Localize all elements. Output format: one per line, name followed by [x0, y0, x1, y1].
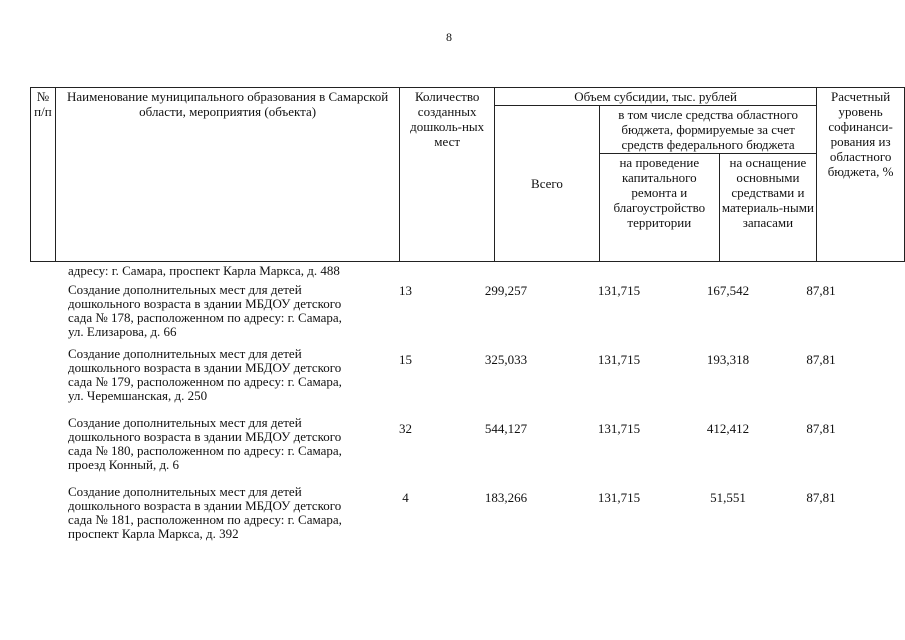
table-header: [30, 87, 905, 262]
row-equipment: 412,412: [706, 421, 750, 436]
row-rate: 87,81: [806, 352, 836, 367]
header-rate: Расчетный уровень софинанси-рования из областного бюджета, %: [817, 88, 905, 262]
row-total: 183,266: [484, 490, 528, 505]
row-continuation: адресу: г. Самара, проспект Карла Маркса, д. 488: [68, 263, 340, 278]
row-rate: 87,81: [806, 421, 836, 436]
row-places: 15: [399, 352, 412, 367]
row-repair: 131,715: [597, 352, 641, 367]
row-name: Создание дополнительных мест для детей дошкольного возраста в здании МБДОУ детского сада № 181, расположенном по адресу: г. Самара, проспект Карла Маркса, д. 392: [68, 484, 342, 541]
table-row: [30, 416, 865, 485]
table-row: [30, 347, 865, 416]
row-repair: 131,715: [597, 283, 641, 298]
table-row: [30, 485, 865, 569]
row-rate: 87,81: [806, 490, 836, 505]
table-row: [30, 264, 865, 278]
row-equipment: 51,551: [710, 490, 746, 505]
table-body: [30, 264, 865, 569]
row-repair: 131,715: [597, 490, 641, 505]
row-repair: 131,715: [597, 421, 641, 436]
header-repair: на проведение капитального ремонта и благоустройство территории: [599, 154, 719, 262]
row-name: Создание дополнительных мест для детей дошкольного возраста в здании МБДОУ детского сада № 179, расположенном по адресу: г. Самара, ул. Черемшанская, д. 250: [68, 346, 342, 403]
row-places: 13: [399, 283, 412, 298]
header-num: № п/п: [31, 88, 56, 262]
row-equipment: 193,318: [706, 352, 750, 367]
row-places: 4: [402, 490, 409, 505]
row-places: 32: [399, 421, 412, 436]
table-row: [30, 278, 865, 347]
row-equipment: 167,542: [706, 283, 750, 298]
row-total: 299,257: [484, 283, 528, 298]
header-equipment: на оснащение основными средствами и материаль-ными запасами: [719, 154, 817, 262]
header-name: Наименование муниципального образования в Самарской области, мероприятия (объекта): [55, 88, 399, 262]
header-places: Количество созданных дошколь-ных мест: [400, 88, 495, 262]
header-federal-incl: в том числе средства областного бюджета, формируемые за счет средств федерального бюджета: [599, 106, 816, 154]
row-total: 325,033: [484, 352, 528, 367]
header-total: Всего: [494, 106, 599, 262]
page-number: 8: [446, 30, 452, 44]
header-subsidy: Объем субсидии, тыс. рублей: [494, 88, 816, 106]
row-name: Создание дополнительных мест для детей дошкольного возраста в здании МБДОУ детского сада № 178, расположенном по адресу: г. Самара, ул. Елизарова, д. 66: [68, 282, 342, 339]
row-rate: 87,81: [806, 283, 836, 298]
row-name: Создание дополнительных мест для детей дошкольного возраста в здании МБДОУ детского сада № 180, расположенном по адресу: г. Самара, проезд Конный, д. 6: [68, 415, 342, 472]
row-total: 544,127: [484, 421, 528, 436]
